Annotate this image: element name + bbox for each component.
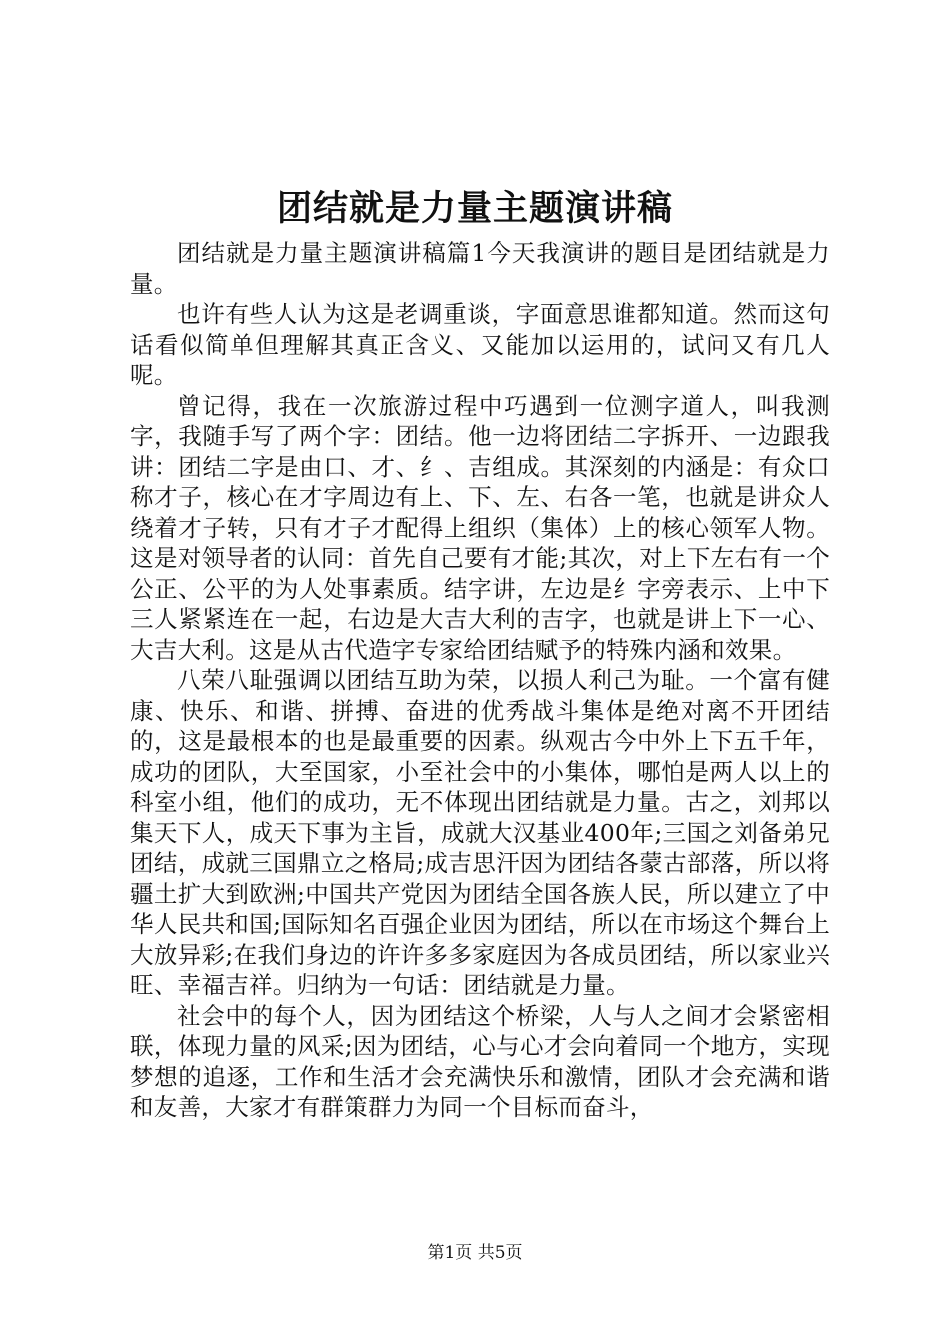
paragraph-5: 社会中的每个人，因为团结这个桥梁，人与人之间才会紧密相联，体现力量的风采;因为团结，心与心才会向着同一个地方，实现梦想的追逐，工作和生活才会充满快乐和激情，团队才会充满和谐和友善，大家才有群策群力为同一个目标而奋斗， — [130, 1001, 830, 1121]
document-body — [130, 238, 830, 1123]
page-number-footer: 第1页 共5页 — [427, 1243, 523, 1263]
paragraph-1: 团结就是力量主题演讲稿篇1今天我演讲的题目是团结就是力量。 — [130, 239, 830, 298]
document-title: 团结就是力量主题演讲稿 — [276, 188, 673, 229]
paragraph-2: 也许有些人认为这是老调重谈，字面意思谁都知道。然而这句话看似简单但理解其真正含义、又能加以运用的，试问又有几人呢。 — [130, 300, 830, 389]
paragraph-4: 八荣八耻强调以团结互助为荣，以损人利己为耻。一个富有健康、快乐、和谐、拼搏、奋进的优秀战斗集体是绝对离不开团结的，这是最根本的也是最重要的因素。纵观古今中外上下五千年，成功的团队，大至国家，小至社会中的小集体，哪怕是两人以上的科室小组，他们的成功，无不体现出团结就是力量。古之，刘邦以集天下人，成天下事为主旨，成就大汉基业400年;三国之刘备弟兄团结，成就三国鼎立之格局;成吉思汗因为团结各蒙古部落，所以将疆土扩大到欧洲;中国共产党因为团结全国各族人民，所以建立了中华人民共和国;国际知名百强企业因为团结，所以在市场这个舞台上大放异彩;在我们身边的许许多多家庭因为各成员团结，所以家业兴旺、幸福吉祥。归纳为一句话：团结就是力量。 — [130, 666, 830, 999]
paragraph-3: 曾记得，我在一次旅游过程中巧遇到一位测字道人，叫我测字，我随手写了两个字：团结。他一边将团结二字拆开、一边跟我讲：团结二字是由口、才、纟、吉组成。其深刻的内涵是：有众口称才子，核心在才字周边有上、下、左、右各一笔，也就是讲众人绕着才子转，只有才子才配得上组织（集体）上的核心领军人物。这是对领导者的认同：首先自己要有才能;其次，对上下左右有一个公正、公平的为人处事素质。结字讲，左边是纟字旁表示、上中下三人紧紧连在一起，右边是大吉大利的吉字，也就是讲上下一心、大吉大利。这是从古代造字专家给团结赋予的特殊内涵和效果。 — [130, 391, 830, 664]
